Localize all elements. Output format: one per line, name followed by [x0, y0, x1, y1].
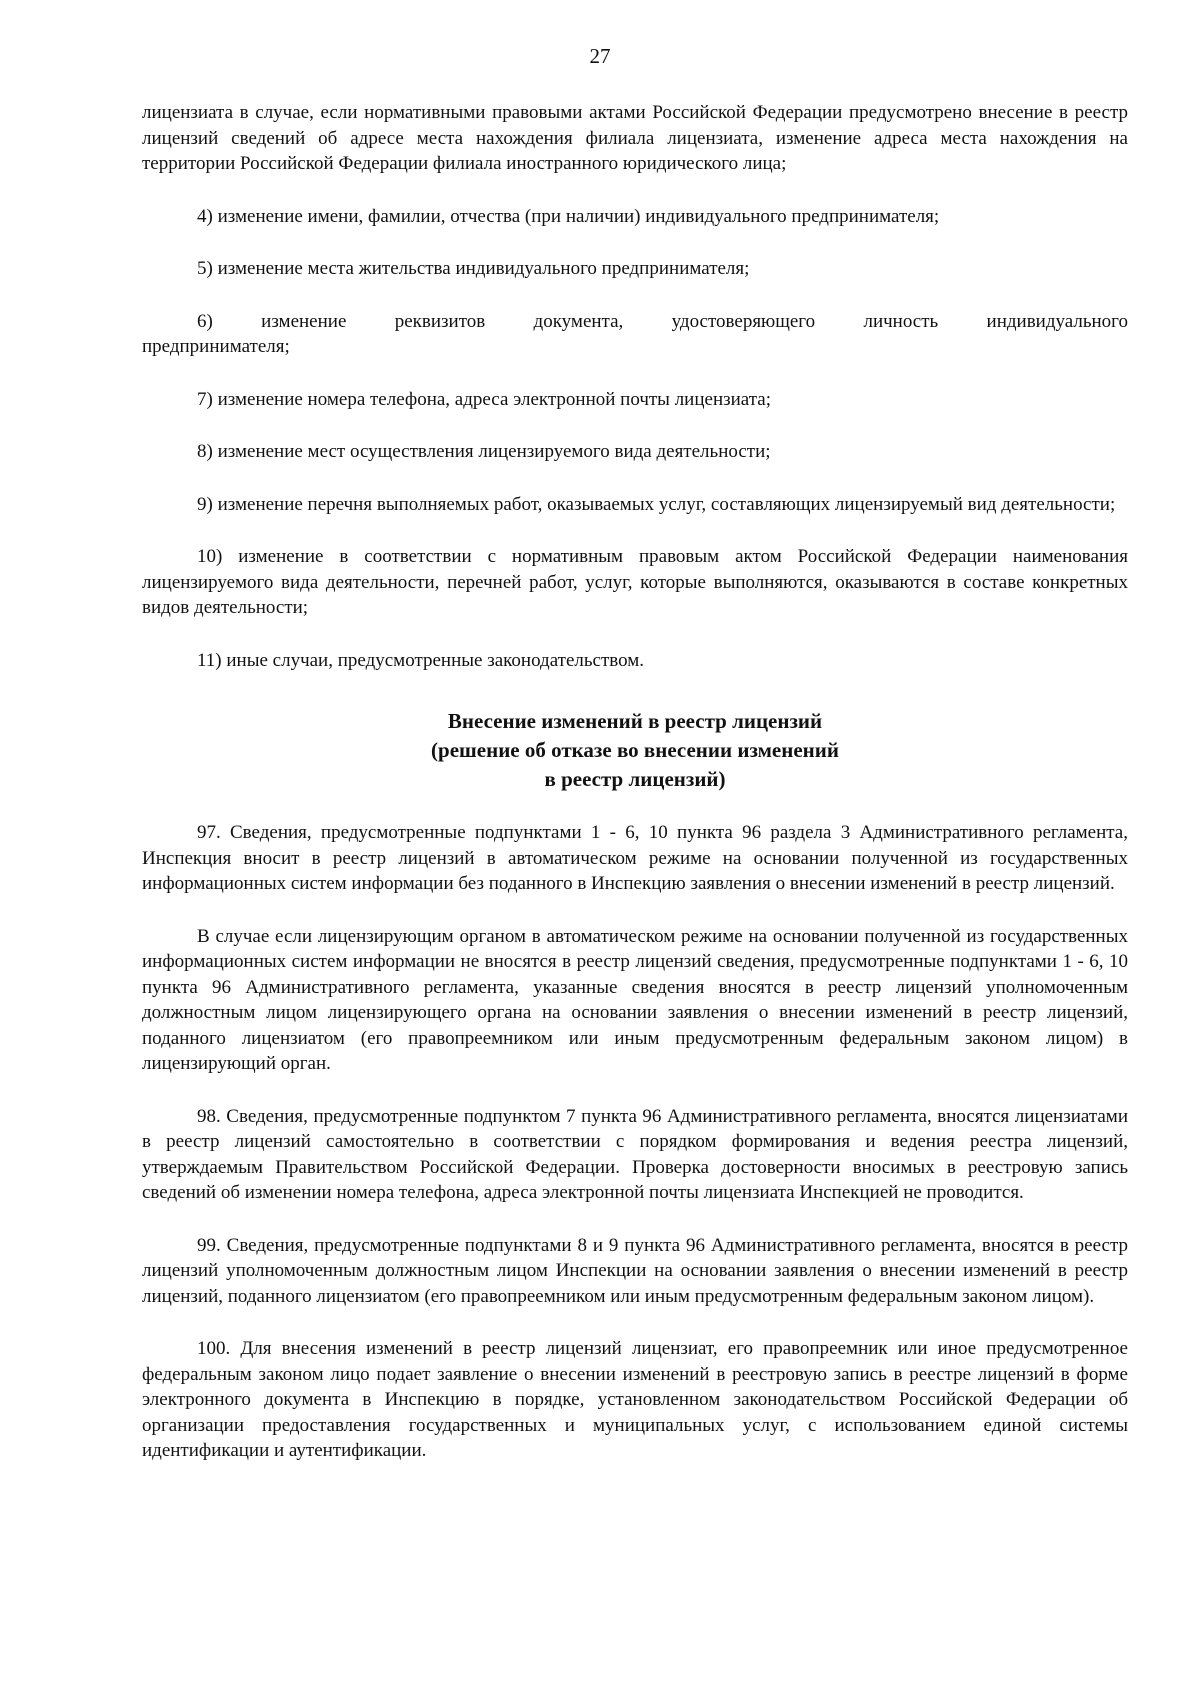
paragraph-99: 99. Сведения, предусмотренные подпунктами 8 и 9 пункта 96 Административного регламента, вносятся в реестр лицензий уполномоченным должностным лицом Инспекции на основании заявления о внесении изменений в реестр лицензий, поданного лицензиатом (его правопреемником или иным предусмотренным федеральным законом лицом). [142, 1234, 1128, 1307]
list-item-6-continuation: предпринимателя; [142, 336, 290, 357]
list-item-5: 5) изменение места жительства индивидуального предпринимателя; [197, 258, 750, 279]
paragraph-97: 97. Сведения, предусмотренные подпунктами 1 - 6, 10 пункта 96 раздела 3 Административного регламента, Инспекция вносит в реестр лицензий в автоматическом режиме на основании полученной из государственных информационных систем информации без поданного в Инспекцию заявления о внесении изменений в реестр лицензий. [142, 822, 1128, 894]
section-heading [142, 707, 1128, 794]
list-item-11: 11) иные случаи, предусмотренные законодательством. [197, 649, 645, 671]
list-item-10: 10) изменение в соответствии с нормативным правовым актом Российской Федерации наименования лицензируемого вида деятельности, перечней работ, услуг, которые выполняются, оказываются в составе конкретных видов деятельности; [142, 546, 1128, 618]
list-item-6: 6) изменение реквизитов документа, удостоверяющего личность индивидуального [197, 310, 1128, 332]
list-item-7: 7) изменение номера телефона, адреса электронной почты лицензиата; [197, 388, 771, 410]
paragraph-97-case: В случае если лицензирующим органом в автоматическом режиме на основании полученной из государственных информационных систем информации не вносятся в реестр лицензий сведения, предусмотренные подпунктами 1 - 6, 10 пункта 96 Административного регламента, указанные сведения вносятся в реестр лицензий уполномоченным должностным лицом лицензирующего органа на основании заявления о внесении изменений в реестр лицензий, поданного лицензиатом (его правопреемником или иным предусмотренным федеральным законом лицом) в лицензирующий орган. [142, 925, 1128, 1074]
section-heading-line-3: в реестр лицензий) [544, 767, 726, 791]
paragraph-100: 100. Для внесения изменений в реестр лицензий лицензиат, его правопреемник или иное предусмотренное федеральным законом лицо подает заявление о внесении изменений в реестровую запись в реестре лицензий в форме электронного документа в Инспекцию в порядке, установленном законодательством Российской Федерации об организации предоставления государственных и муниципальных услуг, с использованием единой системы идентификации и аутентификации. [142, 1338, 1128, 1461]
section-heading-line-2: (решение об отказе во внесении изменений [431, 738, 839, 762]
section-heading-line-1: Внесение изменений в реестр лицензий [447, 709, 823, 733]
list-item-8: 8) изменение мест осуществления лицензируемого вида деятельности; [197, 441, 771, 462]
list-item-9: 9) изменение перечня выполняемых работ, оказываемых услуг, составляющих лицензируемый вид деятельности; [197, 493, 1116, 515]
paragraph-98: 98. Сведения, предусмотренные подпунктом 7 пункта 96 Административного регламента, вносятся лицензиатами в реестр лицензий самостоятельно в соответствии с порядком формирования и ведения реестра лицензий, утверждаемым Правительством Российской Федерации. Проверка достоверности вносимых в реестровую запись сведений об изменении номера телефона, адреса электронной почты лицензиата Инспекцией не проводится. [142, 1105, 1128, 1203]
paragraph-continuation: лицензиата в случае, если нормативными правовыми актами Российской Федерации предусмотрено внесение в реестр лицензий сведений об адресе места нахождения филиала лицензиата, изменение адреса места нахождения на территории Российской Федерации филиала иностранного юридического лица; [142, 102, 1128, 174]
page-number: 27 [589, 44, 611, 68]
document-body [142, 100, 1128, 1491]
list-item-4: 4) изменение имени, фамилии, отчества (при наличии) индивидуального предпринимателя; [197, 205, 940, 227]
